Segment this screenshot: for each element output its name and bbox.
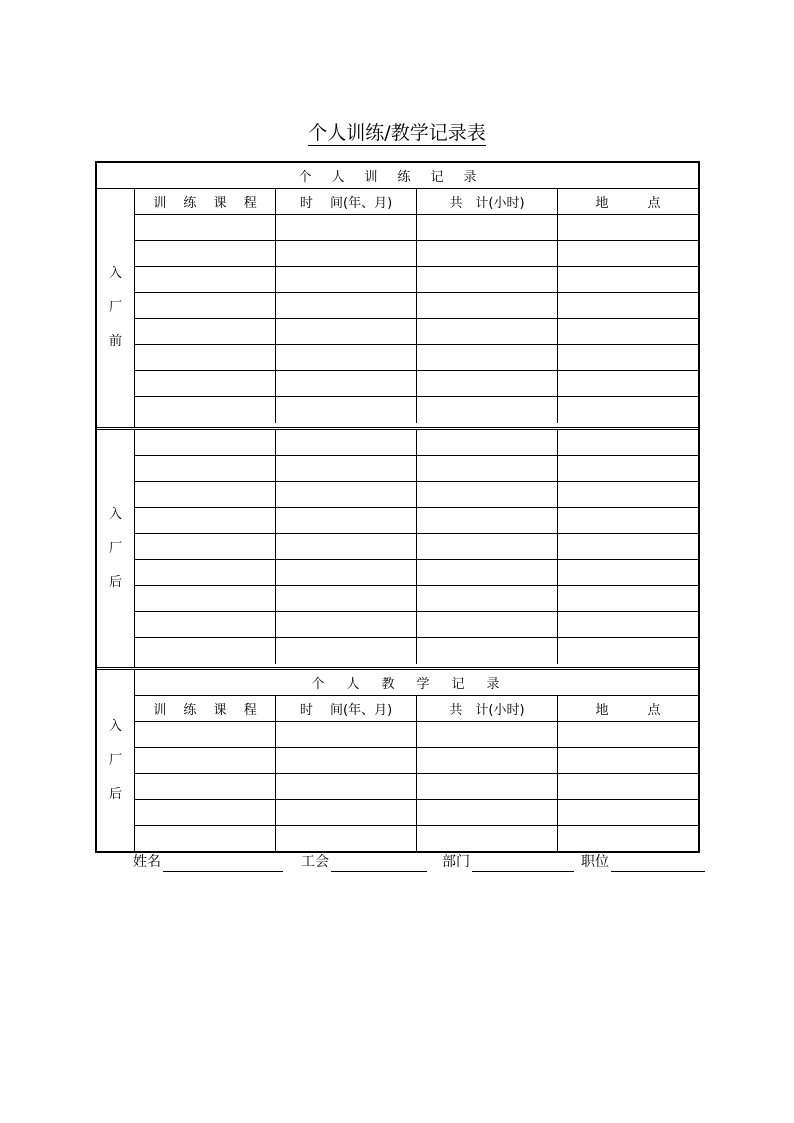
- position-field: 职位: [581, 852, 705, 872]
- hours-cell[interactable]: [417, 774, 558, 799]
- hours-cell[interactable]: [417, 560, 558, 585]
- table-row: [135, 215, 698, 241]
- grid-before: [135, 189, 698, 423]
- table-row: [135, 241, 698, 267]
- location-cell[interactable]: [558, 371, 698, 396]
- time-cell[interactable]: [276, 560, 417, 585]
- grid-teaching: [135, 696, 698, 852]
- position-blank[interactable]: [611, 857, 705, 872]
- course-cell[interactable]: [135, 430, 276, 455]
- training-record-banner: 个人训练记录: [97, 163, 698, 189]
- time-cell[interactable]: [276, 371, 417, 396]
- time-cell[interactable]: [276, 508, 417, 533]
- time-cell[interactable]: [276, 482, 417, 507]
- location-cell[interactable]: [558, 241, 698, 266]
- time-cell[interactable]: [276, 638, 417, 664]
- hours-cell[interactable]: [417, 456, 558, 481]
- course-cell[interactable]: [135, 612, 276, 637]
- table-row: [135, 456, 698, 482]
- time-cell[interactable]: [276, 826, 417, 852]
- hours-cell[interactable]: [417, 482, 558, 507]
- section-after-joining-training: [97, 427, 698, 667]
- hours-cell[interactable]: [417, 241, 558, 266]
- course-cell[interactable]: [135, 774, 276, 799]
- col-location: 地 点: [595, 196, 661, 211]
- location-cell[interactable]: [558, 774, 698, 799]
- course-cell[interactable]: [135, 534, 276, 559]
- course-cell[interactable]: [135, 748, 276, 773]
- course-cell[interactable]: [135, 241, 276, 266]
- side-label-before: 入 厂 前: [97, 189, 135, 427]
- time-cell[interactable]: [276, 748, 417, 773]
- time-cell[interactable]: [276, 293, 417, 318]
- name-blank[interactable]: [163, 857, 283, 872]
- section-after-joining-teaching: [97, 667, 698, 851]
- hours-cell[interactable]: [417, 345, 558, 370]
- col-course: 训 练 课 程: [135, 696, 276, 721]
- course-cell[interactable]: [135, 482, 276, 507]
- course-cell[interactable]: [135, 638, 276, 664]
- table-row: [135, 371, 698, 397]
- time-cell[interactable]: [276, 456, 417, 481]
- table-row: [135, 267, 698, 293]
- course-cell[interactable]: [135, 371, 276, 396]
- hours-cell[interactable]: [417, 215, 558, 240]
- location-cell[interactable]: [558, 534, 698, 559]
- hours-cell[interactable]: [417, 319, 558, 344]
- course-cell[interactable]: [135, 215, 276, 240]
- hours-cell[interactable]: [417, 508, 558, 533]
- table-row: [135, 722, 698, 748]
- table-row: [135, 560, 698, 586]
- location-cell[interactable]: [558, 215, 698, 240]
- hours-cell[interactable]: [417, 397, 558, 423]
- table-row: [135, 586, 698, 612]
- location-cell[interactable]: [558, 748, 698, 773]
- col-time: 时 间(年、月): [276, 189, 417, 214]
- side-label-teaching: 入 厂 后: [97, 670, 135, 851]
- side-label-after: 入 厂 后: [97, 430, 135, 667]
- location-cell[interactable]: [558, 482, 698, 507]
- course-cell[interactable]: [135, 319, 276, 344]
- course-cell[interactable]: [135, 456, 276, 481]
- hours-cell[interactable]: [417, 722, 558, 747]
- hours-cell[interactable]: [417, 430, 558, 455]
- department-blank[interactable]: [472, 857, 574, 872]
- course-cell[interactable]: [135, 586, 276, 611]
- hours-cell[interactable]: [417, 748, 558, 773]
- table-row: [135, 826, 698, 852]
- col-location: 地 点: [595, 703, 661, 718]
- course-cell[interactable]: [135, 826, 276, 852]
- hours-cell[interactable]: [417, 267, 558, 292]
- location-cell[interactable]: [558, 456, 698, 481]
- hours-cell[interactable]: [417, 371, 558, 396]
- column-header-row: [135, 189, 698, 215]
- course-cell[interactable]: [135, 560, 276, 585]
- name-field: 姓名: [133, 852, 283, 872]
- time-cell[interactable]: [276, 586, 417, 611]
- time-cell[interactable]: [276, 722, 417, 747]
- location-cell[interactable]: [558, 826, 698, 852]
- course-cell[interactable]: [135, 397, 276, 423]
- hours-cell[interactable]: [417, 638, 558, 664]
- hours-cell[interactable]: [417, 612, 558, 637]
- time-cell[interactable]: [276, 215, 417, 240]
- time-cell[interactable]: [276, 397, 417, 423]
- form-title: 个人训练/教学记录表: [308, 122, 486, 144]
- time-cell[interactable]: [276, 241, 417, 266]
- table-row: [135, 397, 698, 423]
- table-row: [135, 482, 698, 508]
- location-cell[interactable]: [558, 612, 698, 637]
- location-cell[interactable]: [558, 293, 698, 318]
- table-row: [135, 319, 698, 345]
- signature-footer: [133, 852, 713, 874]
- table-row: [135, 293, 698, 319]
- location-cell[interactable]: [558, 345, 698, 370]
- location-cell[interactable]: [558, 430, 698, 455]
- hours-cell[interactable]: [417, 293, 558, 318]
- column-header-row: [135, 696, 698, 722]
- department-field: 部门: [442, 852, 574, 872]
- time-cell[interactable]: [276, 612, 417, 637]
- hours-cell[interactable]: [417, 826, 558, 852]
- teaching-record-banner: 个人教学记录: [135, 670, 698, 696]
- time-cell[interactable]: [276, 319, 417, 344]
- time-cell[interactable]: [276, 774, 417, 799]
- time-cell[interactable]: [276, 800, 417, 825]
- course-cell[interactable]: [135, 293, 276, 318]
- location-cell[interactable]: [558, 638, 698, 664]
- table-row: [135, 508, 698, 534]
- course-cell[interactable]: [135, 508, 276, 533]
- location-cell[interactable]: [558, 586, 698, 611]
- table-row: [135, 748, 698, 774]
- table-row: [135, 638, 698, 664]
- col-course: 训 练 课 程: [135, 189, 276, 214]
- union-blank[interactable]: [331, 857, 427, 872]
- section-before-joining: [97, 163, 698, 427]
- time-cell[interactable]: [276, 430, 417, 455]
- location-cell[interactable]: [558, 722, 698, 747]
- course-cell[interactable]: [135, 267, 276, 292]
- course-cell[interactable]: [135, 800, 276, 825]
- union-field: 工会: [301, 852, 427, 872]
- col-time: 时 间(年、月): [276, 696, 417, 721]
- col-hours: 共 计(小时): [417, 189, 558, 214]
- col-hours: 共 计(小时): [417, 696, 558, 721]
- location-cell[interactable]: [558, 508, 698, 533]
- course-cell[interactable]: [135, 722, 276, 747]
- training-record-form: [95, 161, 700, 853]
- table-row: [135, 430, 698, 456]
- location-cell[interactable]: [558, 397, 698, 423]
- hours-cell[interactable]: [417, 800, 558, 825]
- location-cell[interactable]: [558, 560, 698, 585]
- hours-cell[interactable]: [417, 534, 558, 559]
- time-cell[interactable]: [276, 345, 417, 370]
- location-cell[interactable]: [558, 319, 698, 344]
- time-cell[interactable]: [276, 534, 417, 559]
- grid-after: [135, 430, 698, 664]
- time-cell[interactable]: [276, 267, 417, 292]
- table-row: [135, 534, 698, 560]
- table-row: [135, 345, 698, 371]
- location-cell[interactable]: [558, 267, 698, 292]
- table-row: [135, 612, 698, 638]
- table-row: [135, 774, 698, 800]
- location-cell[interactable]: [558, 800, 698, 825]
- table-row: [135, 800, 698, 826]
- course-cell[interactable]: [135, 345, 276, 370]
- hours-cell[interactable]: [417, 586, 558, 611]
